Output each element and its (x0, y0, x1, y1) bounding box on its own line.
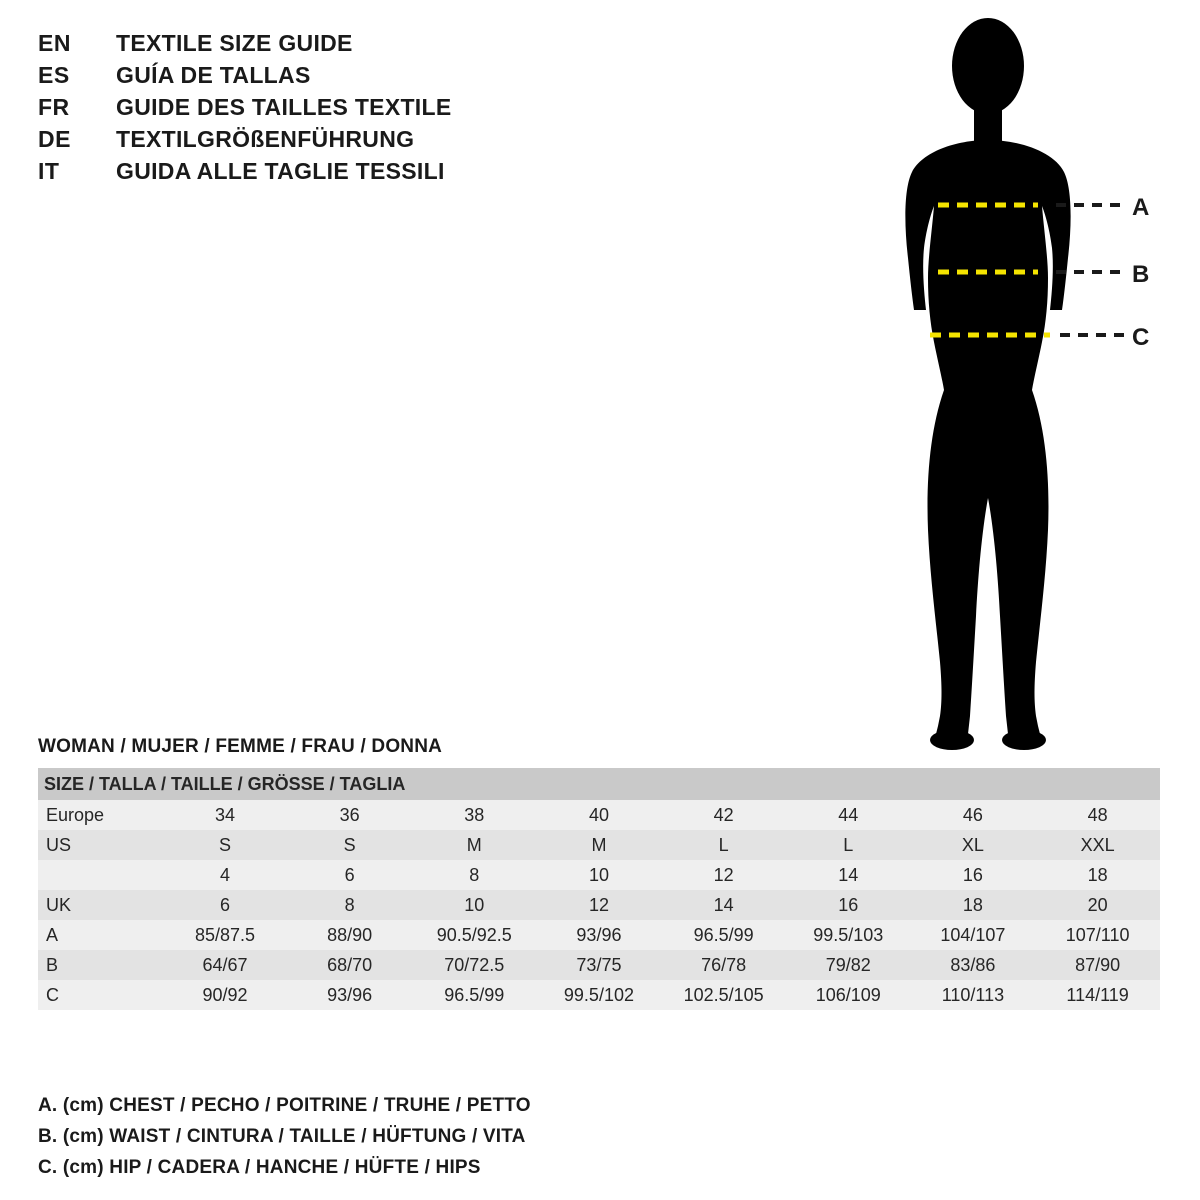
language-row-es (38, 62, 678, 94)
legend-item-c: C. (cm) HIP / CADERA / HANCHE / HÜFTE / HIPS (38, 1157, 481, 1178)
table-cell: 107/110 (1035, 920, 1160, 950)
table-cell: 79/82 (786, 950, 911, 980)
table-row (38, 860, 1160, 890)
table-cell: 93/96 (287, 980, 412, 1010)
table-cell: XXL (1035, 830, 1160, 860)
row-label: Europe (38, 800, 163, 830)
table-cell: S (287, 830, 412, 860)
language-row-en (38, 30, 678, 62)
table-cell: 87/90 (1035, 950, 1160, 980)
table-cell: 73/75 (537, 950, 662, 980)
female-silhouette-icon (860, 10, 1190, 770)
language-title: TEXTILE SIZE GUIDE (116, 30, 353, 56)
table-header-row (38, 768, 1160, 800)
language-title: TEXTILGRÖßENFÜHRUNG (116, 126, 415, 152)
table-cell: 8 (412, 860, 537, 890)
table-cell: 88/90 (287, 920, 412, 950)
table-cell: 96.5/99 (661, 920, 786, 950)
table-cell: L (661, 830, 786, 860)
body-figure-diagram (860, 10, 1190, 770)
table-cell: 20 (1035, 890, 1160, 920)
row-label: A (38, 920, 163, 950)
row-label (38, 860, 163, 890)
table-header-label: SIZE / TALLA / TAILLE / GRÖSSE / TAGLIA (38, 768, 1160, 800)
table-cell: 93/96 (537, 920, 662, 950)
table-cell: 48 (1035, 800, 1160, 830)
size-table (38, 768, 1160, 1010)
size-table-block (38, 736, 1160, 1010)
table-cell: 10 (537, 860, 662, 890)
table-cell: 4 (163, 860, 288, 890)
table-cell: M (412, 830, 537, 860)
table-cell: 6 (287, 860, 412, 890)
table-row (38, 800, 1160, 830)
table-cell: 38 (412, 800, 537, 830)
table-cell: S (163, 830, 288, 860)
language-row-fr (38, 94, 678, 126)
table-cell: 76/78 (661, 950, 786, 980)
table-cell: 68/70 (287, 950, 412, 980)
table-cell: 64/67 (163, 950, 288, 980)
table-row (38, 920, 1160, 950)
measure-label-a: A (1132, 194, 1150, 221)
table-cell: 46 (911, 800, 1036, 830)
table-cell: 83/86 (911, 950, 1036, 980)
language-code: ES (38, 62, 70, 88)
table-cell: 34 (163, 800, 288, 830)
row-label: B (38, 950, 163, 980)
table-cell: 10 (412, 890, 537, 920)
row-label: C (38, 980, 163, 1010)
table-cell: 110/113 (911, 980, 1036, 1010)
language-code: FR (38, 94, 70, 120)
table-cell: 8 (287, 890, 412, 920)
table-row (38, 830, 1160, 860)
table-row (38, 980, 1160, 1010)
table-cell: 104/107 (911, 920, 1036, 950)
language-code: IT (38, 158, 60, 184)
table-cell: 114/119 (1035, 980, 1160, 1010)
language-title: GUÍA DE TALLAS (116, 62, 311, 88)
table-row (38, 950, 1160, 980)
table-cell: 42 (661, 800, 786, 830)
legend-item-a: A. (cm) CHEST / PECHO / POITRINE / TRUHE / PETTO (38, 1095, 531, 1116)
table-cell: 18 (1035, 860, 1160, 890)
language-title-list (38, 30, 678, 190)
table-cell: 6 (163, 890, 288, 920)
table-cell: 90.5/92.5 (412, 920, 537, 950)
table-cell: 102.5/105 (661, 980, 786, 1010)
row-label: US (38, 830, 163, 860)
table-group-label: WOMAN / MUJER / FEMME / FRAU / DONNA (38, 736, 443, 757)
measure-label-b: B (1132, 261, 1150, 288)
language-code: DE (38, 126, 71, 152)
table-cell: 90/92 (163, 980, 288, 1010)
table-cell: 12 (537, 890, 662, 920)
language-title: GUIDA ALLE TAGLIE TESSILI (116, 158, 445, 184)
table-cell: 16 (911, 860, 1036, 890)
table-cell: 18 (911, 890, 1036, 920)
language-row-it (38, 158, 678, 190)
table-cell: 85/87.5 (163, 920, 288, 950)
language-row-de (38, 126, 678, 158)
table-cell: 44 (786, 800, 911, 830)
table-row (38, 890, 1160, 920)
table-cell: 99.5/102 (537, 980, 662, 1010)
measurement-legend (38, 1090, 838, 1183)
table-cell: 70/72.5 (412, 950, 537, 980)
table-cell: 96.5/99 (412, 980, 537, 1010)
table-cell: 99.5/103 (786, 920, 911, 950)
table-cell: 36 (287, 800, 412, 830)
table-cell: 106/109 (786, 980, 911, 1010)
table-cell: M (537, 830, 662, 860)
table-cell: 14 (786, 860, 911, 890)
row-label: UK (38, 890, 163, 920)
table-cell: L (786, 830, 911, 860)
table-cell: 16 (786, 890, 911, 920)
language-code: EN (38, 30, 71, 56)
table-cell: XL (911, 830, 1036, 860)
table-cell: 40 (537, 800, 662, 830)
measure-label-c: C (1132, 324, 1150, 351)
language-title: GUIDE DES TAILLES TEXTILE (116, 94, 452, 120)
table-cell: 14 (661, 890, 786, 920)
legend-item-b: B. (cm) WAIST / CINTURA / TAILLE / HÜFTUNG / VITA (38, 1126, 526, 1147)
table-cell: 12 (661, 860, 786, 890)
